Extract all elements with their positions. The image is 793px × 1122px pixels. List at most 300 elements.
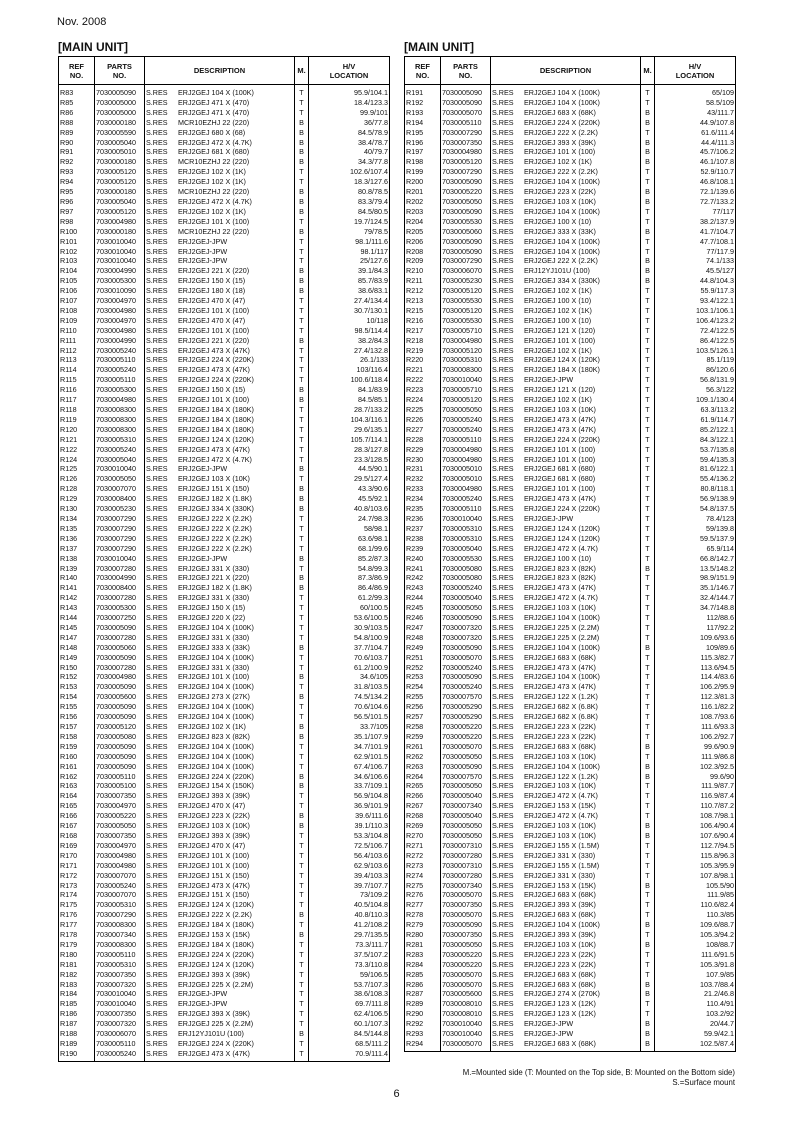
ref-no: R86 (59, 108, 95, 118)
mounted-side: B (641, 821, 655, 831)
table-row (59, 1029, 390, 1039)
description (145, 742, 295, 752)
hv-location: 110.7/87.2 (655, 801, 736, 811)
mounted-side: T (641, 841, 655, 851)
hv-location: 85.7/83.9 (309, 276, 390, 286)
ref-no: R193 (405, 108, 441, 118)
mounted-side: T (641, 375, 655, 385)
table-row (405, 593, 736, 603)
mounted-side: B (641, 762, 655, 772)
parts-no: 7030005070 (441, 890, 491, 900)
table-row (405, 455, 736, 465)
description (145, 732, 295, 742)
mounted-side: B (295, 772, 309, 782)
hv-location: 70.6/103.7 (309, 653, 390, 663)
ref-no: R109 (59, 316, 95, 326)
hv-location: 34.6/106.6 (309, 772, 390, 782)
parts-no: 7030005110 (441, 504, 491, 514)
part-type: S.RES (146, 137, 168, 147)
parts-no: 7030004980 (95, 861, 145, 871)
parts-no: 7030005240 (95, 346, 145, 356)
description (145, 940, 295, 950)
description (145, 791, 295, 801)
part-value: ERJ2GEJ 223 X (22K) (178, 811, 250, 821)
parts-no: 7030005070 (441, 910, 491, 920)
col-header-m: M. (295, 57, 309, 85)
ref-no: R258 (405, 722, 441, 732)
part-type: S.RES (492, 266, 514, 276)
description (491, 484, 641, 494)
mounted-side: T (641, 712, 655, 722)
ref-no: R98 (59, 217, 95, 227)
part-value: ERJ2GEJ 104 X (100K) (178, 88, 254, 97)
part-value: ERJ2GEJ 150 X (15) (178, 276, 246, 286)
parts-no: 7030005530 (441, 296, 491, 306)
part-value: ERJ2GEJ 102 X (1K) (178, 722, 246, 731)
parts-no: 7030005220 (441, 950, 491, 960)
description (491, 544, 641, 554)
mounted-side: T (295, 940, 309, 950)
part-type: S.RES (492, 196, 514, 206)
hv-location: 38.4/78.7 (309, 138, 390, 148)
mounted-side: B (295, 147, 309, 157)
part-type: S.RES (146, 434, 168, 444)
part-value: ERJ2GEJ 103 X (10K) (524, 781, 596, 791)
mounted-side: T (641, 237, 655, 247)
parts-no: 7030007290 (95, 910, 145, 920)
ref-no: R229 (405, 445, 441, 455)
part-type: S.RES (492, 573, 514, 583)
table-row (405, 197, 736, 207)
part-type: S.RES (492, 801, 514, 811)
part-type: S.RES (492, 900, 514, 910)
part-value: ERJ2GEJ 122 X (1.2K) (524, 692, 598, 702)
description (145, 385, 295, 395)
ref-no: R218 (405, 336, 441, 346)
parts-no: 7030004980 (95, 672, 145, 682)
hv-location: 84.5/80.5 (309, 207, 390, 217)
parts-no: 7030005600 (441, 989, 491, 999)
part-type: S.RES (492, 850, 514, 860)
ref-no: R271 (405, 841, 441, 851)
description (145, 672, 295, 682)
part-type: S.RES (492, 751, 514, 761)
part-value: ERJ2GEJ 222 X (2.2K) (178, 523, 252, 533)
hv-location: 59.5/137.9 (655, 534, 736, 544)
part-type: S.RES (146, 969, 168, 979)
description (145, 623, 295, 633)
ref-no: R261 (405, 742, 441, 752)
description (491, 504, 641, 514)
table-row (59, 435, 390, 445)
part-value: ERJ2GEJ 472 X (4.7K) (524, 811, 598, 821)
table-row (405, 108, 736, 118)
parts-no: 7030005220 (441, 722, 491, 732)
hv-location: 59.9/42.1 (655, 1029, 736, 1039)
part-type: S.RES (492, 405, 514, 414)
mounted-side: T (641, 247, 655, 257)
table-row (405, 524, 736, 534)
table-row (405, 583, 736, 593)
part-type: S.RES (146, 692, 168, 702)
hv-location: 40.8/110.3 (309, 910, 390, 920)
table-row (59, 474, 390, 484)
table-row (59, 415, 390, 425)
part-value: ERJ2GEJ 222 X (2.2K) (178, 513, 252, 523)
description (491, 633, 641, 643)
part-type: S.RES (146, 206, 168, 216)
part-type: S.RES (492, 949, 514, 959)
table-row (405, 989, 736, 999)
part-value: ERJ2GEJ 104 X (100K) (178, 751, 254, 761)
table-row (405, 1029, 736, 1039)
ref-no: R182 (59, 970, 95, 980)
part-value: MCR10EZHJ 22 (220) (178, 117, 250, 127)
table-header-row (59, 57, 390, 85)
table-row (59, 940, 390, 950)
hv-location: 85.2/87.3 (309, 554, 390, 564)
part-value: ERJ2GEJ 331 X (330) (178, 563, 250, 573)
ref-no: R143 (59, 603, 95, 613)
part-type: S.RES (492, 167, 514, 177)
hv-location: 46.8/108.1 (655, 177, 736, 187)
part-value: ERJ2GEJ 124 X (120K) (524, 523, 600, 533)
mounted-side: B (641, 266, 655, 276)
ref-no: R204 (405, 217, 441, 227)
hv-location: 61.2/100.9 (309, 663, 390, 673)
mounted-side: T (641, 702, 655, 712)
description (145, 980, 295, 990)
mounted-side: T (295, 346, 309, 356)
part-type: S.RES (492, 484, 514, 494)
ref-no: R137 (59, 544, 95, 554)
mounted-side: T (641, 395, 655, 405)
ref-no: R208 (405, 247, 441, 257)
parts-no: 7030007310 (441, 861, 491, 871)
mounted-side: T (295, 960, 309, 970)
part-value: ERJ2GEJ 393 X (39K) (178, 791, 250, 801)
ref-no: R169 (59, 841, 95, 851)
table-row (59, 950, 390, 960)
part-type: S.RES (492, 137, 514, 147)
parts-no: 7030005040 (95, 138, 145, 148)
part-type: S.RES (492, 88, 514, 97)
parts-no: 7030005230 (95, 504, 145, 514)
ref-no: R225 (405, 405, 441, 415)
table-row (59, 890, 390, 900)
ref-no: R215 (405, 306, 441, 316)
parts-no: 7030005050 (441, 603, 491, 613)
hv-location: 73/109.2 (309, 890, 390, 900)
description (145, 801, 295, 811)
hv-location: 19.7/124.5 (309, 217, 390, 227)
description (491, 385, 641, 395)
parts-no: 7030005070 (441, 1039, 491, 1051)
table-row (405, 930, 736, 940)
part-type: S.RES (492, 504, 514, 514)
parts-no: 7030004980 (95, 395, 145, 405)
mounted-side: T (295, 514, 309, 524)
parts-no: 7030005090 (441, 672, 491, 682)
parts-no: 7030005310 (95, 435, 145, 445)
part-value: ERJ2GEJ 103 X (10K) (524, 603, 596, 613)
mounted-side: T (641, 732, 655, 742)
parts-no: 7030007070 (95, 890, 145, 900)
table-row (405, 425, 736, 435)
ref-no: R119 (59, 415, 95, 425)
part-value: ERJ2GEJ 101 X (100) (178, 672, 250, 682)
ref-no: R88 (59, 118, 95, 128)
table-row (405, 742, 736, 752)
parts-no: 7030005310 (441, 524, 491, 534)
part-value: ERJ2GEJ 104 X (100K) (178, 761, 254, 771)
parts-no: 7030007340 (95, 930, 145, 940)
table-row (59, 672, 390, 682)
description (491, 286, 641, 296)
mounted-side: T (641, 999, 655, 1009)
parts-no: 7030005110 (441, 435, 491, 445)
hv-location: 108/88.7 (655, 940, 736, 950)
part-value: ERJ2GEJ 473 X (47K) (524, 682, 596, 692)
hv-location: 40.8/103.6 (309, 504, 390, 514)
ref-no: R138 (59, 554, 95, 564)
parts-table-body-left (59, 85, 390, 1062)
ref-no: R199 (405, 167, 441, 177)
ref-no: R159 (59, 742, 95, 752)
table-row (405, 296, 736, 306)
part-value: ERJ2GEJ 151 X (150) (178, 484, 250, 494)
part-type: S.RES (146, 989, 168, 999)
part-value: MCR10EZHJ 22 (220) (178, 157, 250, 167)
mounted-side: B (641, 920, 655, 930)
part-value: ERJ2GEJ-JPW (178, 236, 228, 246)
part-type: S.RES (492, 672, 514, 682)
table-row (405, 573, 736, 583)
parts-no: 7030005290 (441, 702, 491, 712)
mounted-side: T (295, 544, 309, 554)
parts-no: 7030005070 (441, 970, 491, 980)
mounted-side: T (295, 791, 309, 801)
part-type: S.RES (492, 385, 514, 395)
hv-location: 30.7/130.1 (309, 306, 390, 316)
description (145, 861, 295, 871)
description (145, 98, 295, 108)
ref-no: R161 (59, 762, 95, 772)
part-value: ERJ2GEJ 473 X (47K) (178, 345, 250, 355)
table-row (405, 355, 736, 365)
table-row (59, 217, 390, 227)
ref-no: R289 (405, 999, 441, 1009)
ref-no: R110 (59, 326, 95, 336)
description (145, 167, 295, 177)
hv-location: 112.7/94.5 (655, 841, 736, 851)
mounted-side: B (295, 643, 309, 653)
part-type: S.RES (146, 722, 168, 731)
description (491, 395, 641, 405)
hv-location: 72.4/122.5 (655, 326, 736, 336)
mounted-side: B (641, 138, 655, 148)
parts-no: 7030005300 (95, 385, 145, 395)
parts-no: 7030010040 (441, 1019, 491, 1029)
ref-no: R156 (59, 712, 95, 722)
table-row (59, 603, 390, 613)
part-value: ERJ2GEJ 103 X (10K) (524, 751, 596, 761)
parts-no: 7030007290 (95, 514, 145, 524)
part-type: S.RES (146, 385, 168, 395)
ref-no: R192 (405, 98, 441, 108)
part-value: ERJ2GEJ 102 X (1K) (524, 157, 592, 167)
parts-table-left (58, 56, 390, 1062)
hv-location: 29.6/135.1 (309, 425, 390, 435)
hv-location: 84.3/122.1 (655, 435, 736, 445)
table-row (59, 147, 390, 157)
description (145, 415, 295, 425)
part-value: ERJ2GEJ 473 X (47K) (524, 494, 596, 504)
mounted-side: T (295, 355, 309, 365)
part-value: ERJ2GEJ 103 X (10K) (524, 821, 596, 831)
parts-no: 7030005060 (441, 227, 491, 237)
description (145, 603, 295, 613)
hv-location: 66.8/142.7 (655, 554, 736, 564)
parts-no: 7030004980 (441, 484, 491, 494)
part-value: ERJ2GEJ-JPW (524, 1019, 574, 1029)
description (491, 85, 641, 98)
mounted-side: B (295, 385, 309, 395)
table-row (59, 108, 390, 118)
col-header-loc: H/V LOCATION (655, 57, 736, 85)
mounted-side: T (295, 296, 309, 306)
table-row (59, 663, 390, 673)
part-value: ERJ2GEJ 224 X (220K) (178, 771, 254, 781)
hv-location: 106.2/92.7 (655, 732, 736, 742)
parts-no: 7030004980 (95, 306, 145, 316)
part-type: S.RES (492, 454, 514, 464)
parts-no: 7030005090 (95, 653, 145, 663)
part-value: ERJ2GEJ 154 X (150K) (178, 781, 254, 791)
part-type: S.RES (146, 781, 168, 791)
description (145, 534, 295, 544)
part-type: S.RES (146, 751, 168, 761)
part-value: ERJ2GEJ 224 X (220K) (178, 355, 254, 365)
description (145, 227, 295, 237)
part-value: ERJ2GEJ 472 X (4.7K) (178, 137, 252, 147)
description (145, 296, 295, 306)
description (491, 920, 641, 930)
parts-no: 7030005050 (441, 405, 491, 415)
table-row (405, 435, 736, 445)
mounted-side: T (295, 702, 309, 712)
mounted-side: B (641, 940, 655, 950)
part-value: ERJ2GEJ 222 X (2.2K) (524, 127, 598, 137)
ref-no: R111 (59, 336, 95, 346)
description (491, 336, 641, 346)
part-value: ERJ2GEJ 104 X (100K) (524, 88, 600, 97)
table-row (59, 920, 390, 930)
part-value: ERJ2GEJ-JPW (524, 513, 574, 523)
description (491, 197, 641, 207)
mounted-side: B (641, 881, 655, 891)
part-type: S.RES (492, 286, 514, 296)
hv-location: 61.6/111.4 (655, 128, 736, 138)
part-value: ERJ2GEJ 472 X (4.7K) (524, 791, 598, 801)
description (145, 583, 295, 593)
part-value: ERJ2GEJ 225 X (2.2M) (178, 979, 254, 989)
mounted-side: B (295, 910, 309, 920)
table-row (59, 752, 390, 762)
parts-no: 7030007280 (95, 593, 145, 603)
part-type: S.RES (146, 266, 168, 276)
hv-location: 87.3/86.9 (309, 573, 390, 583)
mounted-side: T (295, 217, 309, 227)
description (491, 474, 641, 484)
part-type: S.RES (146, 325, 168, 335)
ref-no: R262 (405, 752, 441, 762)
description (145, 881, 295, 891)
table-row (59, 633, 390, 643)
part-type: S.RES (492, 553, 514, 563)
parts-no: 7030005290 (441, 712, 491, 722)
table-row (405, 346, 736, 356)
part-type: S.RES (492, 395, 514, 405)
hv-location: 62.4/106.5 (309, 1009, 390, 1019)
table-row (59, 85, 390, 98)
part-value: ERJ2GEJ 472 X (4.7K) (524, 593, 598, 603)
mounted-side: T (295, 663, 309, 673)
parts-no: 7030007280 (95, 663, 145, 673)
part-value: ERJ2GEJ 104 X (100K) (524, 672, 600, 682)
table-row (405, 276, 736, 286)
table-row (59, 247, 390, 257)
part-type: S.RES (146, 365, 168, 375)
part-type: S.RES (492, 860, 514, 870)
hv-location: 85.2/122.1 (655, 425, 736, 435)
part-type: S.RES (492, 761, 514, 771)
part-type: S.RES (492, 821, 514, 831)
ref-no: R277 (405, 900, 441, 910)
part-type: S.RES (146, 662, 168, 672)
ref-no: R94 (59, 177, 95, 187)
ref-no: R116 (59, 385, 95, 395)
table-row (405, 960, 736, 970)
parts-no: 7030005040 (441, 791, 491, 801)
ref-no: R217 (405, 326, 441, 336)
hv-location: 72.1/139.6 (655, 187, 736, 197)
hv-location: 33.7/109.1 (309, 781, 390, 791)
table-row (405, 861, 736, 871)
part-value: ERJ2GEJ 681 X (680) (524, 474, 596, 484)
description (491, 365, 641, 375)
part-type: S.RES (146, 642, 168, 652)
part-value: ERJ2GEJ 331 X (330) (178, 593, 250, 603)
parts-no: 7030000180 (95, 187, 145, 197)
part-value: ERJ2GEJ 222 X (2.2K) (178, 910, 252, 920)
table-row (59, 167, 390, 177)
hv-location: 112/88.6 (655, 613, 736, 623)
description (145, 544, 295, 554)
table-row (59, 554, 390, 564)
hv-location: 38.6/108.3 (309, 989, 390, 999)
hv-location: 34.7/148.8 (655, 603, 736, 613)
ref-no: R175 (59, 900, 95, 910)
hv-location: 27.4/134.4 (309, 296, 390, 306)
ref-no: R173 (59, 881, 95, 891)
mounted-side: B (295, 227, 309, 237)
part-type: S.RES (492, 494, 514, 504)
ref-no: R178 (59, 930, 95, 940)
part-value: ERJ2GEJ 334 X (330K) (178, 504, 254, 514)
hv-location: 39.6/111.6 (309, 811, 390, 821)
table-row (59, 772, 390, 782)
